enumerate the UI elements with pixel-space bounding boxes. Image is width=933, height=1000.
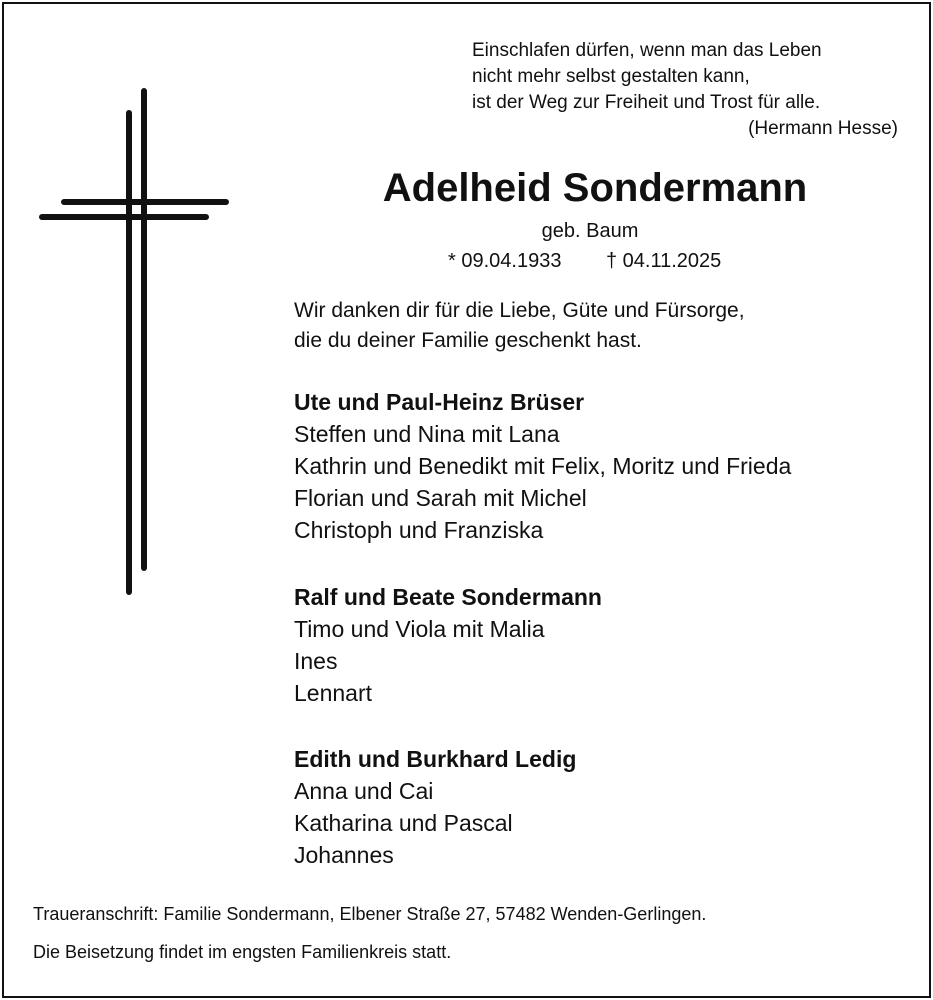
death-date: † 04.11.2025 [606,250,722,272]
family-member: Kathrin und Benedikt mit Felix, Moritz und Frieda [294,453,792,479]
family-group [294,743,914,871]
funeral-note: Die Beisetzung findet im engsten Familienkreis statt. [33,942,452,962]
thanks-message [294,296,894,356]
family-member: Ines [294,648,338,674]
family-member: Lennart [294,680,373,706]
family-head: Ralf und Beate Sondermann [294,584,602,610]
family-member: Steffen und Nina mit Lana [294,421,560,447]
mourning-address: Traueranschrift: Familie Sondermann, Elbener Straße 27, 57482 Wenden-Gerlingen. [33,904,707,924]
birth-name: geb. Baum [541,220,639,242]
family-member: Florian und Sarah mit Michel [294,485,587,511]
thanks-line: die du deiner Familie geschenkt hast. [294,329,642,352]
cross-icon [36,88,236,598]
family-group [294,386,914,546]
family-member: Christoph und Franziska [294,517,544,543]
family-member: Timo und Viola mit Malia [294,616,545,642]
quote-line: Einschlafen dürfen, wenn man das Leben [472,40,822,61]
thanks-line: Wir danken dir für die Liebe, Güte und Fürsorge, [294,299,745,322]
quote-line: nicht mehr selbst gestalten kann, [472,66,750,87]
epigraph-quote [472,38,902,142]
family-member: Johannes [294,842,394,868]
family-member: Anna und Cai [294,778,434,804]
deceased-name: Adelheid Sondermann [382,166,808,210]
quote-author: (Hermann Hesse) [748,118,898,139]
family-head: Ute und Paul-Heinz Brüser [294,389,585,415]
family-member: Katharina und Pascal [294,810,513,836]
quote-line: ist der Weg zur Freiheit und Trost für alle. [472,92,821,113]
family-head: Edith und Burkhard Ledig [294,746,577,772]
birth-date: * 09.04.1933 [448,250,562,272]
family-group [294,581,914,709]
